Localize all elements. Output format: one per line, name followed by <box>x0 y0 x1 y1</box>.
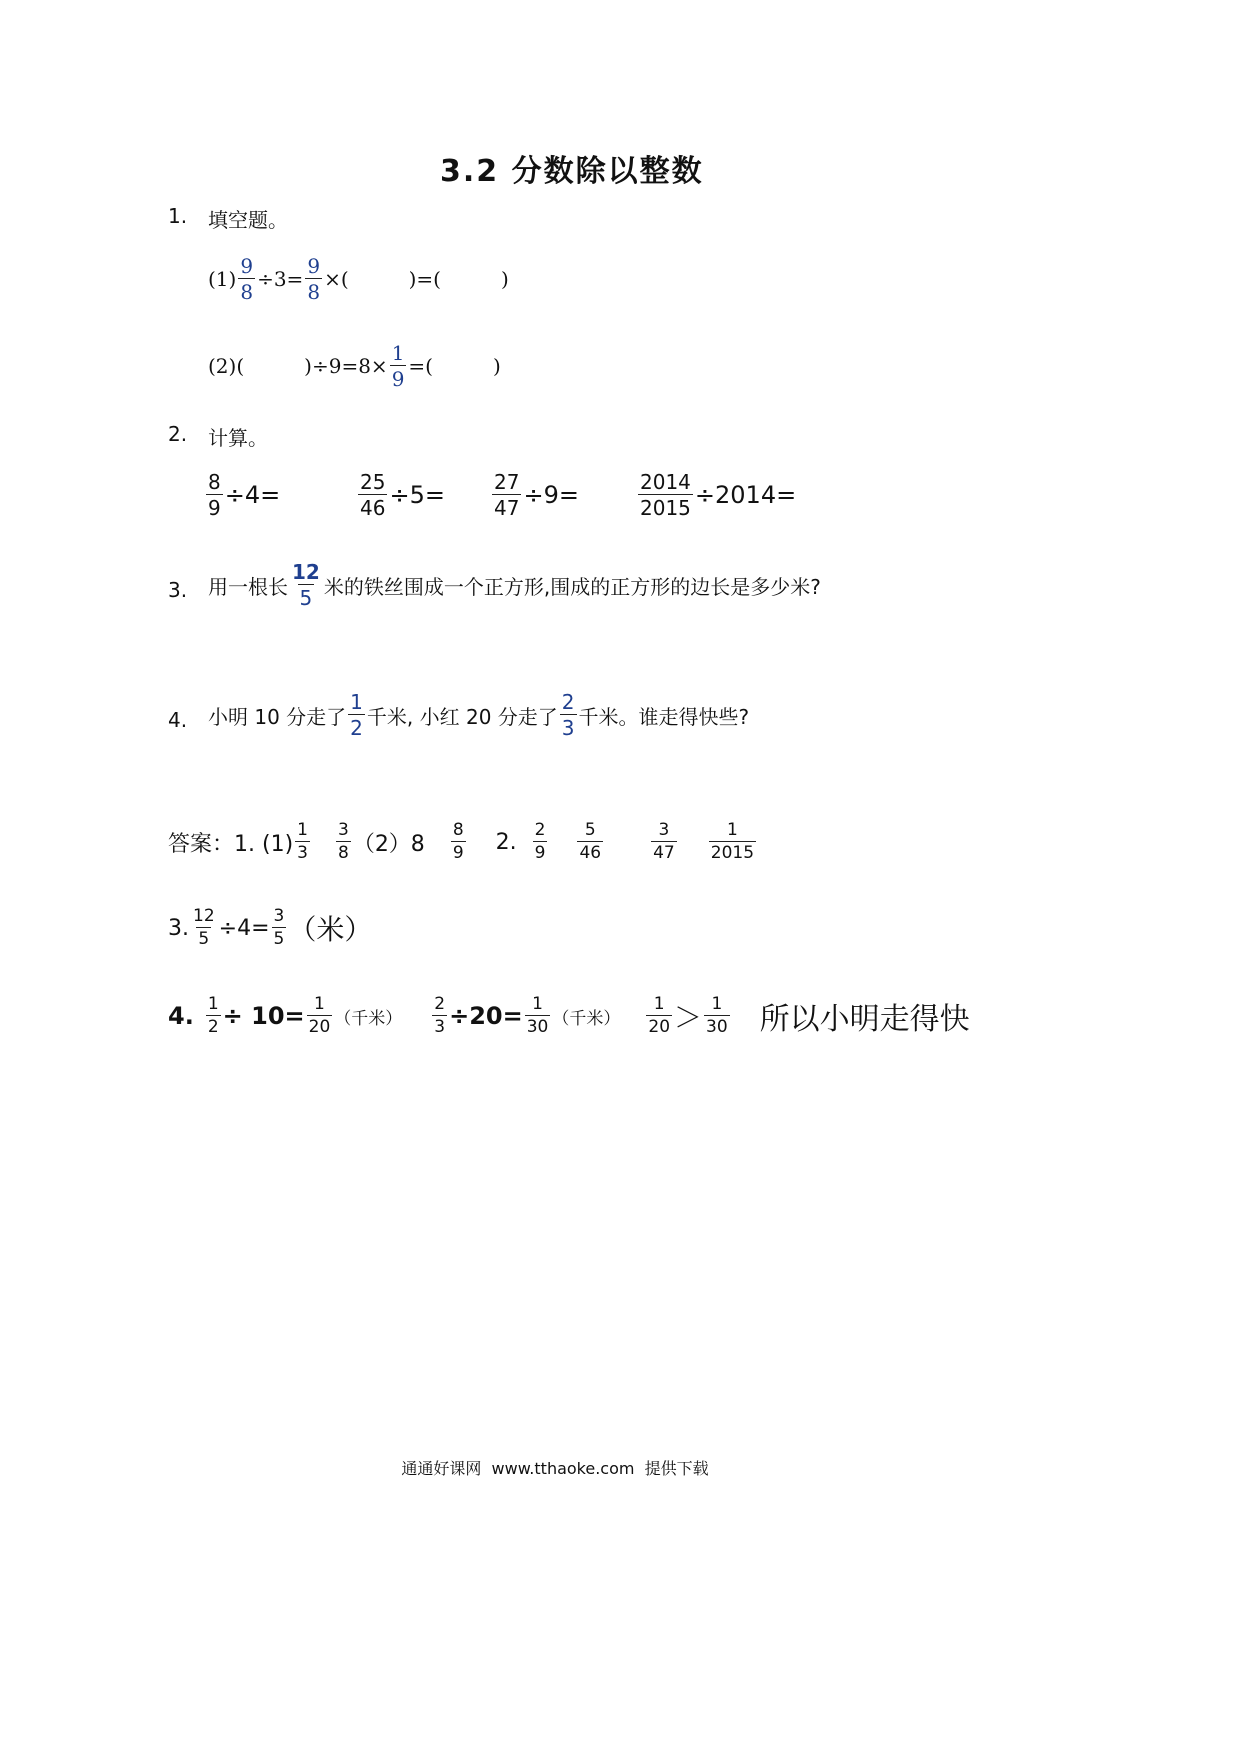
answer4-unit1: （千米） <box>334 1008 403 1029</box>
answer4-conclusion: 所以小明走得快 <box>759 1002 970 1037</box>
q1-p2-mid: )÷9=8× <box>304 354 388 378</box>
fraction: $\frac{1}{20}$ <box>308 994 331 1037</box>
fraction: $\frac{1}{2015}$ <box>710 820 755 863</box>
fraction: $\frac{1}{20}$ <box>648 994 671 1037</box>
q4-a: 小明 10 分走了 <box>208 704 347 729</box>
fraction: $\frac{2014}{2015}$ <box>640 470 691 520</box>
q1-p1-close2: ) <box>501 267 509 291</box>
fraction: $\frac{12}{5}$ <box>193 906 215 949</box>
q2-item-2 <box>356 472 445 518</box>
fraction: $\frac{25}{46}$ <box>360 470 386 520</box>
q4-text <box>208 692 749 738</box>
answer3-unit: （米） <box>288 913 373 946</box>
answer4-op2: ÷20= <box>449 1002 523 1030</box>
fraction: $\frac{1}{2}$ <box>350 690 363 740</box>
fraction: $\frac{9}{8}$ <box>307 254 321 304</box>
answers-label: 答案：1. (1) <box>168 831 294 857</box>
answer3-op: ÷4= <box>218 915 270 941</box>
fraction: $\frac{8}{9}$ <box>208 470 221 520</box>
q2-op: ÷5= <box>389 481 445 509</box>
fraction: $\frac{1}{30}$ <box>706 994 728 1037</box>
answer4-op1: ÷ 10= <box>222 1002 305 1030</box>
answers-n2: 2. <box>495 829 517 855</box>
q1-part1 <box>208 256 509 302</box>
fraction: $\frac{3}{47}$ <box>653 820 675 863</box>
answers-line-1 <box>168 822 758 862</box>
answers-part2: （2）8 <box>352 831 425 857</box>
fraction: $\frac{27}{47}$ <box>494 470 520 520</box>
q1-number: 1. <box>168 204 188 228</box>
fraction: $\frac{5}{46}$ <box>579 820 602 863</box>
fraction: $\frac{12}{5}$ <box>292 560 320 610</box>
q3-number: 3. <box>168 578 188 602</box>
q4-number: 4. <box>168 708 188 732</box>
q2-op: ÷9= <box>523 481 579 509</box>
answers-line-4 <box>168 994 970 1038</box>
q1-p1-label: (1) <box>208 267 237 291</box>
q4-c: 千米。谁走得快些? <box>578 704 750 729</box>
q1-p1-close1: )=( <box>408 267 441 291</box>
q1-p2-label: (2) <box>208 354 237 378</box>
q1-p2-rest: =( <box>408 354 433 378</box>
q2-item-1 <box>204 472 280 518</box>
answer4-label: 4. <box>168 1002 194 1030</box>
fraction: $\frac{2}{3}$ <box>434 994 446 1037</box>
q2-item-3 <box>490 472 579 518</box>
q2-op: ÷4= <box>224 481 281 509</box>
q1-p2-open: ( <box>236 354 245 378</box>
q4-b: 千米, 小红 20 分走了 <box>366 704 558 729</box>
fraction: $\frac{9}{8}$ <box>240 254 254 304</box>
answer4-unit2: （千米） <box>552 1008 621 1029</box>
q2-item-4 <box>636 472 796 518</box>
q2-text: 计算。 <box>208 426 268 450</box>
q1-p1-op: ÷3= <box>257 267 304 291</box>
fraction: $\frac{3}{8}$ <box>337 820 349 863</box>
q1-part2 <box>208 343 501 389</box>
q2-number: 2. <box>168 422 188 446</box>
fraction: $\frac{8}{9}$ <box>452 820 464 863</box>
q1-p1-rest: ×( <box>324 267 349 291</box>
fraction: $\frac{1}{3}$ <box>297 820 308 863</box>
q1-text: 填空题。 <box>208 208 288 232</box>
footer-text: 通通好课网 www.tthaoke.com 提供下载 <box>401 1459 709 1478</box>
fraction: $\frac{2}{9}$ <box>534 820 546 863</box>
answer4-gt: ＞ <box>674 1001 703 1034</box>
fraction: $\frac{1}{30}$ <box>526 994 549 1037</box>
answer3-label: 3. <box>168 915 189 941</box>
page-title: 3.2 分数除以整数 <box>440 154 704 189</box>
answers-line-3 <box>168 908 372 948</box>
fraction: $\frac{1}{2}$ <box>207 994 219 1037</box>
q1-p2-close: ) <box>492 354 501 378</box>
fraction: $\frac{1}{9}$ <box>391 341 405 391</box>
q3-text <box>208 562 821 608</box>
q2-op: ÷2014= <box>694 481 797 509</box>
q3-after: 米的铁丝围成一个正方形,围成的正方形的边长是多少米? <box>323 574 821 599</box>
fraction: $\frac{2}{3}$ <box>561 690 575 740</box>
q3-before: 用一根长 <box>208 574 288 599</box>
fraction: $\frac{3}{5}$ <box>273 906 285 949</box>
